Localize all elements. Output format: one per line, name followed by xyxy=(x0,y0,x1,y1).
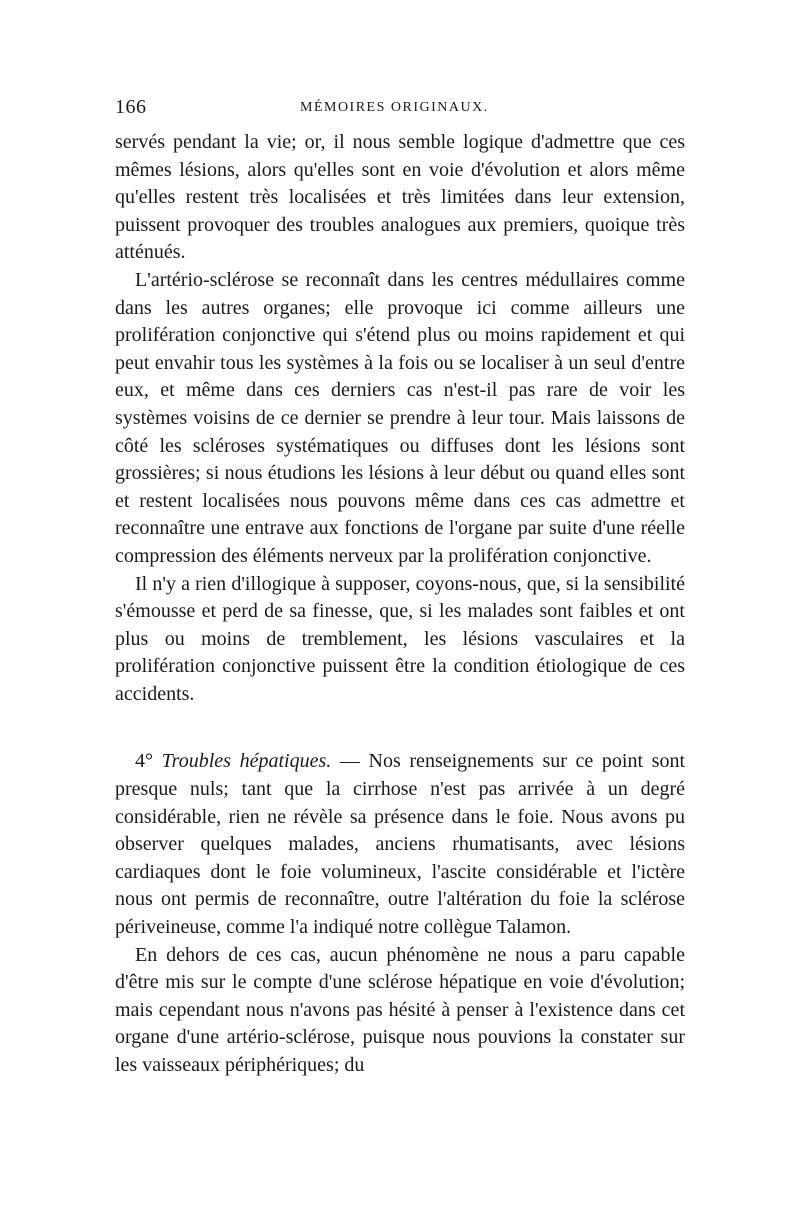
section-gap xyxy=(115,708,685,748)
paragraph-arteriosclerosis: L'artério-sclérose se reconnaît dans les centres médullaires comme dans les autres organes; elle provoque ici comme ailleurs une prolifération conjonctive qui s'étend plus ou moins rapidement et qui peut envahir tous les systèmes à la fois ou se localiser à un seul d'entre eux, et même dans ces derniers cas n'est-il pas rare de voir les systèmes voisins de ce dernier se prendre à leur tour. Mais laissons de côté les scléroses systématiques ou diffuses dont les lésions sont grossières; si nous étudions les lésions à leur début ou quand elles sont et restent localisées nous pouvons même dans ces cas admettre et reconnaître une entrave aux fonctions de l'organe par suite d'une réelle compression des éléments nerveux par la prolifération conjonctive. xyxy=(115,268,685,567)
page-number: 166 xyxy=(115,96,147,118)
body-text xyxy=(115,129,685,1080)
paragraph-etiology: Il n'y a rien d'illogique à supposer, coyons-nous, que, si la sensibilité s'émousse et perd de sa finesse, que, si les malades sont faibles et ont plus ou moins de tremblement, les lésions vasculaires et la prolifération conjonctive puissent être la condition étiologique de ces accidents. xyxy=(115,572,685,705)
section-text: — Nos renseignements sur ce point sont presque nuls; tant que la cirrhose n'est pas arrivée à un degré considérable, rien ne révèle sa présence dans le foie. Nous avons pu observer quelques malades, anciens rhumatisants, avec lésions cardiaques dont le foie volumineux, l'ascite considérable et l'ictère nous ont permis de reconnaître, outre l'altération du foie la sclérose périveineuse, comme l'a indiqué notre collègue Talamon. xyxy=(115,750,686,939)
section-title: Troubles hépatiques. xyxy=(161,750,332,773)
paragraph-continuation: servés pendant la vie; or, il nous semble logique d'admettre que ces mêmes lésions, alors qu'elles sont en voie d'évolution et alors même qu'elles restent très localisées et très limitées dans leur extension, puissent provoquer des troubles analogues aux premiers, quoique très atténués. xyxy=(115,131,685,264)
section-number: 4° xyxy=(135,750,153,773)
running-title: MÉMOIRES ORIGINAUX. xyxy=(300,100,489,115)
paragraph-hepatic-troubles xyxy=(115,748,685,941)
paragraph-outside-cases: En dehors de ces cas, aucun phénomène ne nous a paru capable d'être mis sur le compte d'une sclérose hépatique en voie d'évolution; mais cependant nous n'avons pas hésité à penser à l'existence dans cet organe d'une artério-sclérose, puisque nous pouvions la constater sur les vaisseaux périphériques; du xyxy=(115,943,685,1076)
page-header xyxy=(115,96,685,126)
